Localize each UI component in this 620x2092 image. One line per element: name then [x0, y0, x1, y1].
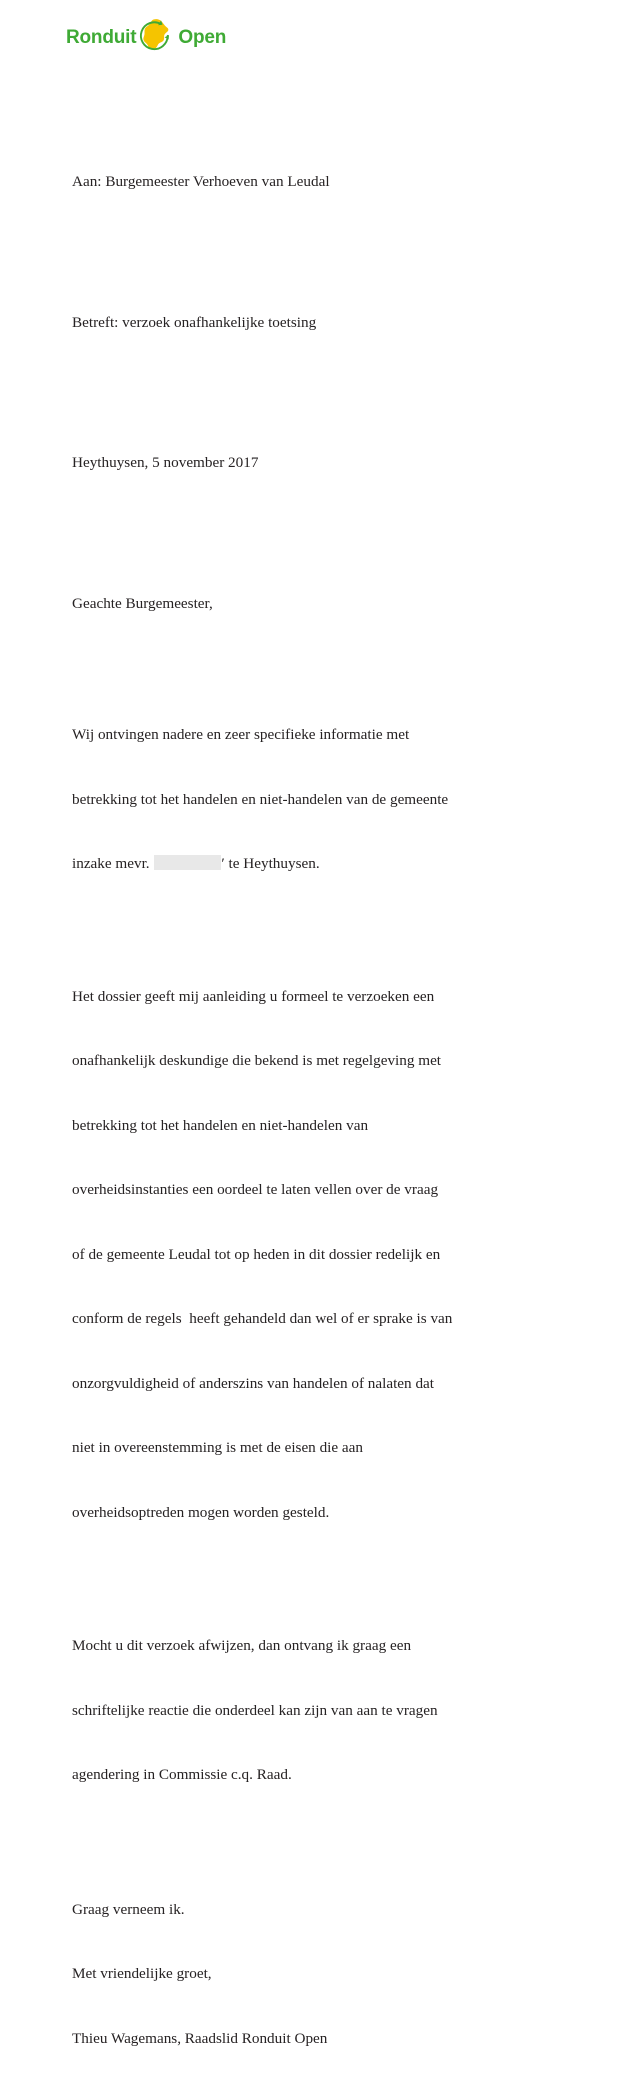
spacer [72, 1566, 572, 1592]
paragraph-1-line-1: Wij ontvingen nadere en zeer specifieke informatie met [72, 724, 572, 746]
spacer [72, 918, 572, 943]
document-page [0, 0, 620, 851]
ronduit-open-logo-icon [131, 13, 179, 61]
closing-line-1: Graag verneem ik. [72, 1899, 572, 1921]
logo-word-open: Open [178, 28, 226, 47]
paragraph-2-line-3: betrekking tot het handelen en niet-handelen van [72, 1115, 572, 1137]
paragraph-1-line-3-prefix: inzake mevr. [72, 855, 153, 872]
closing-block [72, 1856, 572, 2092]
letterhead [66, 12, 366, 64]
paragraph-1-line-3-suffix: ′ te Heythuysen. [221, 855, 319, 872]
spacer [72, 236, 572, 269]
paragraph-2-line-4: overheidsinstanties een oordeel te laten vellen over de vraag [72, 1179, 572, 1201]
spacer [72, 1829, 572, 1856]
paragraph-3 [72, 1592, 572, 1829]
spacer [72, 517, 572, 550]
paragraph-1-line-2: betrekking tot het handelen en niet-handelen van de gemeente [72, 789, 572, 811]
place-date-line [72, 409, 572, 517]
paragraph-2-line-2: onafhankelijk deskundige die bekend is met regelgeving met [72, 1050, 572, 1072]
paragraph-1-line-3 [72, 853, 572, 875]
organization-logo [66, 12, 366, 62]
signature-name: Thieu Wagemans, Raadslid Ronduit Open [72, 2028, 572, 2050]
paragraph-3-line-1: Mocht u dit verzoek afwijzen, dan ontvang ik graag een [72, 1635, 572, 1657]
addressee-text: Aan: Burgemeester Verhoeven van Leudal [72, 171, 572, 193]
subject-line [72, 269, 572, 377]
spacer [72, 376, 572, 409]
salutation-text: Geachte Burgemeester, [72, 593, 572, 615]
redacted-name-box [154, 855, 221, 870]
place-date-text: Heythuysen, 5 november 2017 [72, 452, 572, 474]
paragraph-2-line-9: overheidsoptreden mogen worden gesteld. [72, 1502, 572, 1524]
addressee-line [72, 128, 572, 236]
logo-word-ronduit: Ronduit [66, 28, 136, 47]
paragraph-3-line-3: agendering in Commissie c.q. Raad. [72, 1764, 572, 1786]
spacer [72, 657, 572, 681]
paragraph-2-line-7: onzorgvuldigheid of anderszins van handelen of nalaten dat [72, 1373, 572, 1395]
salutation-line [72, 550, 572, 658]
letter-body [72, 128, 572, 2092]
paragraph-2-line-8: niet in overeenstemming is met de eisen die aan [72, 1437, 572, 1459]
paragraph-3-line-2: schriftelijke reactie die onderdeel kan zijn van aan te vragen [72, 1700, 572, 1722]
paragraph-1 [72, 681, 572, 918]
paragraph-2-line-6: conform de regels heeft gehandeld dan wel of er sprake is van [72, 1308, 572, 1330]
paragraph-2 [72, 943, 572, 1567]
paragraph-2-line-5: of de gemeente Leudal tot op heden in dit dossier redelijk en [72, 1244, 572, 1266]
closing-line-2: Met vriendelijke groet, [72, 1963, 572, 1985]
paragraph-2-line-1: Het dossier geeft mij aanleiding u formeel te verzoeken een [72, 986, 572, 1008]
subject-text: Betreft: verzoek onafhankelijke toetsing [72, 312, 572, 334]
